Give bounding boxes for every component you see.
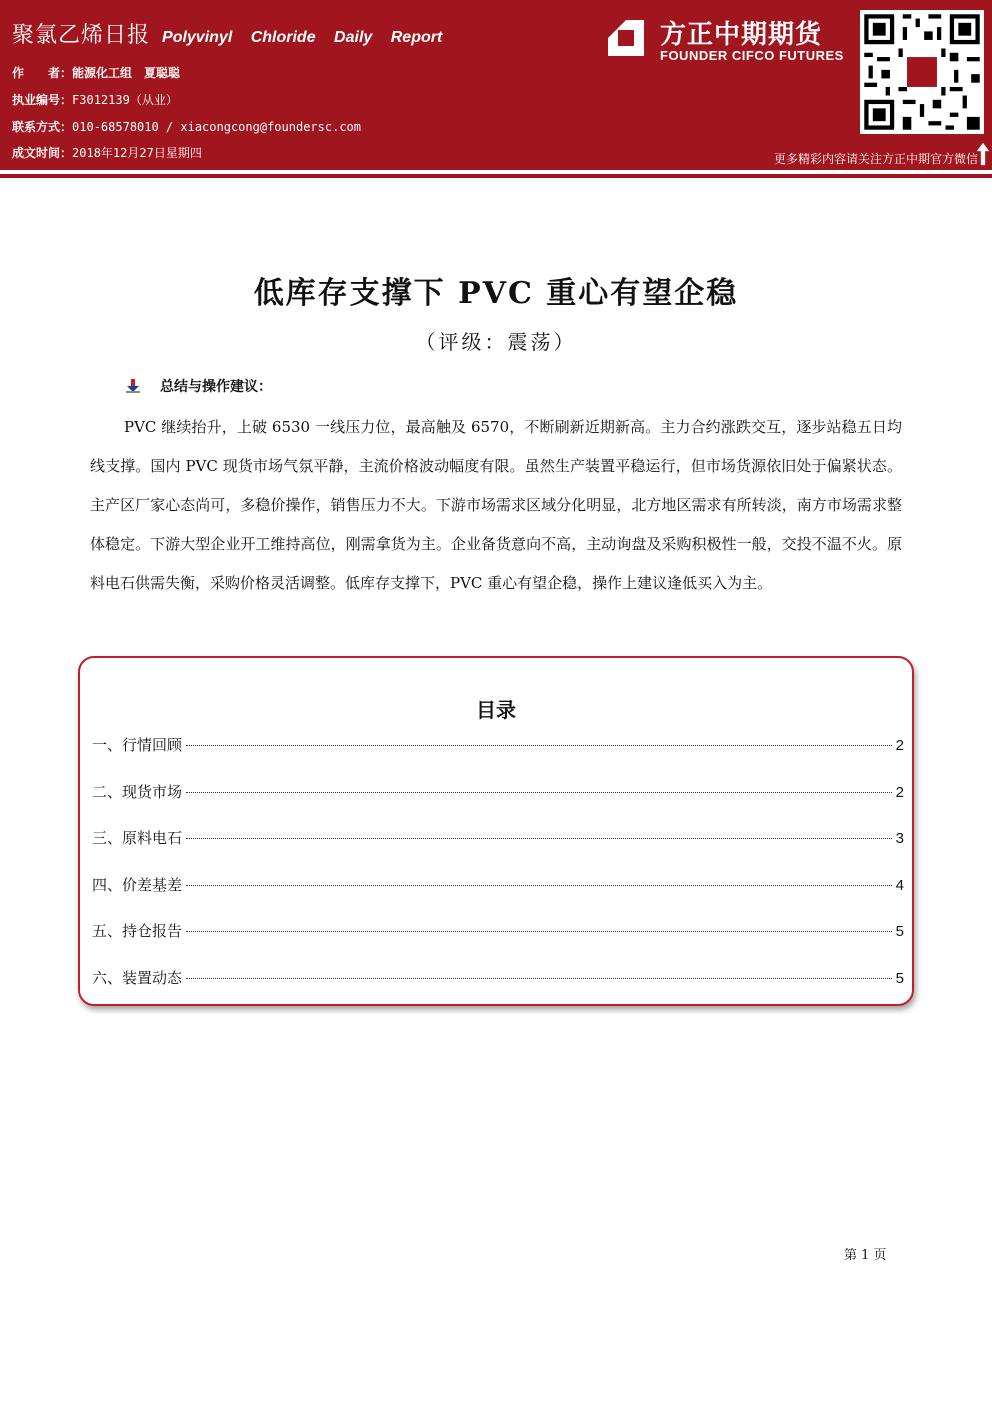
report-title-en: Polyvinyl Chloride Daily Report xyxy=(162,29,443,46)
toc-title: 目录 xyxy=(476,698,516,722)
toc-entry[interactable] xyxy=(92,781,904,828)
toc-list xyxy=(92,734,904,1014)
contact-value: 010-68578010 / xiacongcong@foundersc.com xyxy=(72,120,361,134)
author-label: 作 者： xyxy=(12,66,73,80)
report-header xyxy=(0,0,992,170)
logo-mark-icon xyxy=(604,16,648,60)
header-title xyxy=(12,18,442,49)
toc-entry[interactable] xyxy=(92,874,904,921)
toc-entry-page[interactable]: 2 xyxy=(895,783,904,801)
toc-entry-label[interactable]: 六、装置动态 xyxy=(92,968,183,987)
toc-leader xyxy=(186,792,892,793)
contact-line xyxy=(12,118,361,135)
rating: （评级：震荡） xyxy=(415,330,577,354)
page-number: 第 1 页 xyxy=(844,1248,887,1263)
toc-entry-label[interactable]: 二、现货市场 xyxy=(92,782,183,801)
toc-leader xyxy=(186,978,892,979)
toc-entry-label[interactable]: 四、价差基差 xyxy=(92,875,183,894)
author-value: 能源化工组 夏聪聪 xyxy=(72,66,181,80)
toc-leader xyxy=(186,885,892,886)
brand-name-en: FOUNDER CIFCO FUTURES xyxy=(660,48,844,63)
author-line xyxy=(12,64,180,81)
toc-entry-label[interactable]: 一、行情回顾 xyxy=(92,736,183,754)
company-logo xyxy=(604,14,854,66)
toc-entry[interactable] xyxy=(92,920,904,967)
date-line xyxy=(12,144,202,161)
toc-entry-label[interactable]: 三、原料电石 xyxy=(92,829,183,848)
header-divider xyxy=(0,174,992,178)
toc-entry[interactable] xyxy=(92,827,904,874)
report-title-cn: 聚氯乙烯日报 xyxy=(12,23,151,48)
toc-leader xyxy=(186,745,892,746)
license-value: F3012139（从业） xyxy=(72,93,178,107)
license-line xyxy=(12,91,178,108)
toc-entry-page[interactable]: 3 xyxy=(895,830,904,848)
contact-label: 联系方式： xyxy=(12,120,73,134)
summary-paragraph: PVC 继续抬升，上破 6530 一线压力位，最高触及 6570，不断刷新近期新高。主力合约涨跌交互，逐步站稳五日均线支撑。国内 PVC 现货市场气氛平静，主流价格波动幅度有限。虽然生产装置平稳运行，但市场货源依旧处于偏紧状态。主产区厂家心态尚可，多稳价操作，销售压力不大。下游市场需求区域分化明显，北方地区需求有所转淡，南方市场需求整体稳定。下游大型企业开工维持高位，刚需拿货为主。企业备货意向不高，主动询盘及采购积极性一般，交投不温不火。原料电石供需失衡，采购价格灵活调整。低库存支撑下，PVC 重心有望企稳，操作上建议逢低买入为主。 xyxy=(90,418,902,592)
toc-entry-label[interactable]: 五、持仓报告 xyxy=(92,922,183,941)
table-of-contents xyxy=(78,656,914,1006)
toc-leader xyxy=(186,931,892,932)
toc-entry-page[interactable]: 4 xyxy=(895,876,904,894)
section-heading xyxy=(126,376,272,396)
brand-name-cn: 方正中期期货 xyxy=(660,20,823,50)
toc-entry-page[interactable]: 5 xyxy=(895,923,904,941)
toc-entry[interactable] xyxy=(92,967,904,1014)
qr-code-icon xyxy=(860,10,984,134)
section-heading-text: 总结与操作建议： xyxy=(160,379,272,395)
toc-leader xyxy=(186,838,892,839)
arrow-up-icon xyxy=(976,142,990,166)
date-value: 2018年12月27日星期四 xyxy=(72,146,202,160)
toc-entry[interactable] xyxy=(92,734,904,781)
bullet-icon xyxy=(126,379,140,393)
date-label: 成文时间： xyxy=(12,146,73,160)
document-title: 低库存支撑下 PVC 重心有望企稳 xyxy=(253,276,739,311)
follow-wechat-text: 更多精彩内容请关注方正中期官方微信 xyxy=(773,152,978,166)
toc-entry-page[interactable]: 5 xyxy=(895,969,904,987)
toc-entry-page[interactable]: 2 xyxy=(895,737,904,754)
license-label: 执业编号： xyxy=(12,93,73,107)
